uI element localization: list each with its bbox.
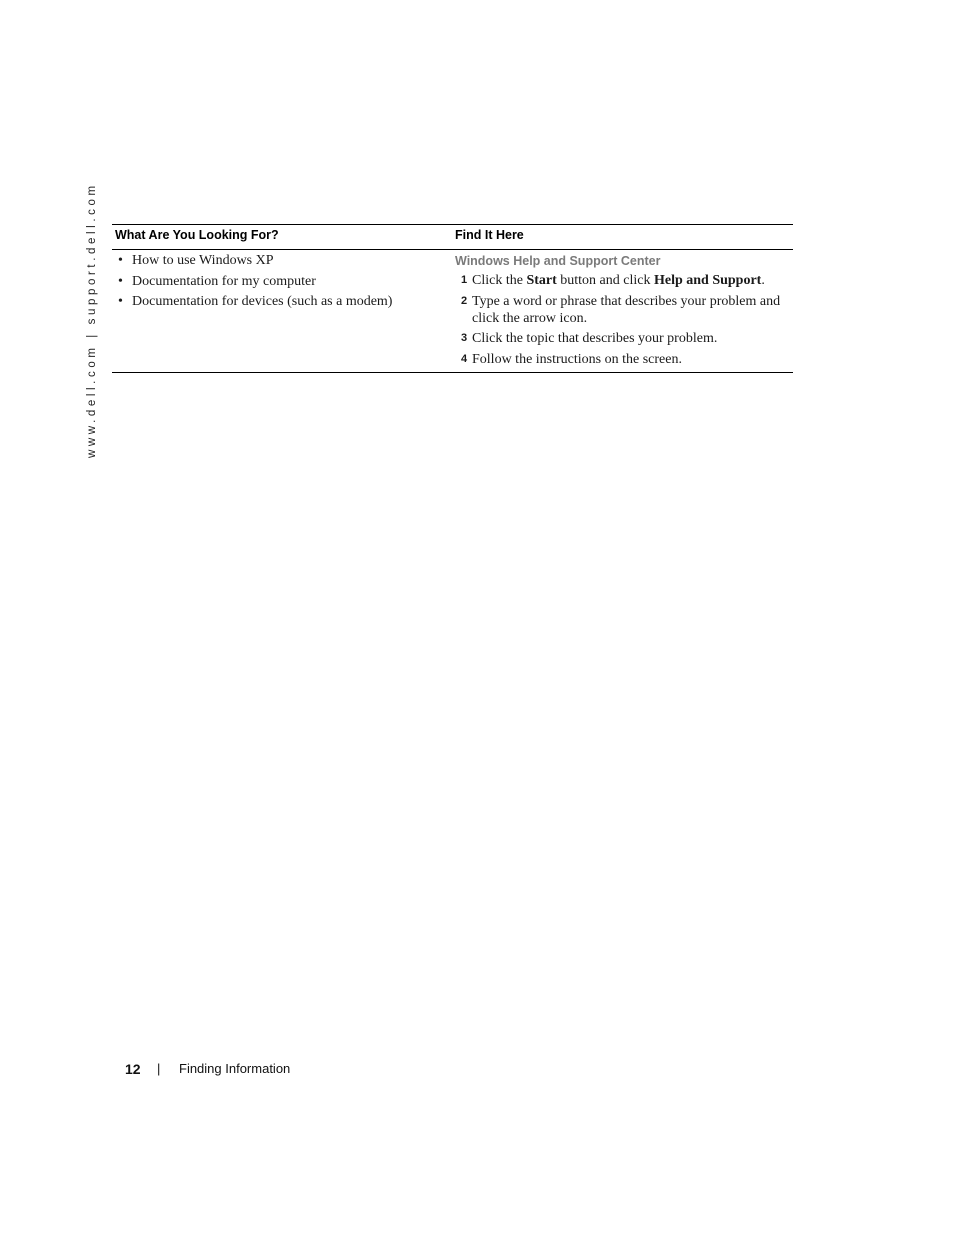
step-number: 3 <box>461 332 468 344</box>
step-text-part: . <box>761 273 765 288</box>
step-number: 4 <box>461 352 468 365</box>
step-text: Click the topic that describes your problem. <box>472 331 718 346</box>
list-item <box>118 251 438 272</box>
find-it-here-content <box>455 251 793 371</box>
step-text: Type a word or phrase that describes your problem and click the arrow icon. <box>472 293 781 326</box>
header-looking-for: What Are You Looking For? <box>115 228 279 242</box>
table-header-row <box>112 225 793 249</box>
page-number: 12 <box>125 1061 141 1077</box>
step-text-part: Click the <box>472 273 527 288</box>
step-number: 2 <box>461 294 468 307</box>
bullet-icon: • <box>118 294 123 309</box>
looking-for-list <box>118 251 438 313</box>
info-table <box>112 224 793 373</box>
step-item <box>455 330 793 347</box>
list-item-text: Documentation for my computer <box>132 273 316 289</box>
header-find-it-here: Find It Here <box>455 228 524 242</box>
side-url-text: www.dell.com | support.dell.com <box>86 182 98 458</box>
bullet-icon: • <box>118 273 123 289</box>
list-item-text: How to use Windows XP <box>132 253 274 268</box>
bullet-icon: • <box>118 253 123 268</box>
footer-separator: | <box>157 1061 161 1076</box>
step-item <box>455 272 793 289</box>
step-number: 1 <box>461 274 468 286</box>
step-text: Follow the instructions on the screen. <box>472 351 682 367</box>
start-term: Start <box>526 273 557 288</box>
help-support-term: Help and Support <box>653 273 762 288</box>
table-bottom-rule <box>112 372 793 373</box>
step-item <box>455 351 793 368</box>
step-item <box>455 293 793 327</box>
table-row <box>112 250 793 372</box>
footer-section-title: Finding Information <box>179 1061 291 1076</box>
list-item <box>118 292 438 313</box>
list-item <box>118 272 438 293</box>
section-title: Windows Help and Support Center <box>455 254 661 268</box>
step-text-part: button and click <box>556 273 654 288</box>
list-item-text: Documentation for devices (such as a modem) <box>132 294 393 309</box>
step-text <box>472 272 793 289</box>
